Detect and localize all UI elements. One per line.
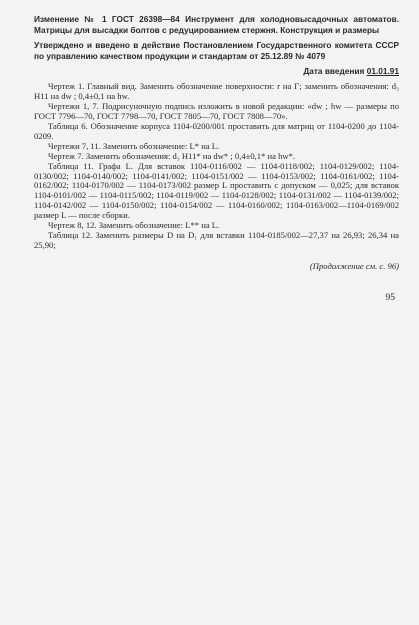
- paragraph: Чертеж 7. Заменить обозначения: d₃ H11* на dw* ; 0,4±0,1* на hw*.: [48, 150, 296, 161]
- paragraph: Чертеж 8, 12. Заменить обозначение: L** на L.: [48, 220, 220, 231]
- date-label: Дата введения: [303, 66, 365, 77]
- paragraph: Чертежи 7, 11. Заменить обозначение: L* на L.: [48, 140, 220, 151]
- page-number: 95: [385, 292, 395, 303]
- document-body: [34, 82, 399, 250]
- paragraph: Таблица 6. Обозначение корпуса 1104-0200/001 проставить для матриц от 1104-0200 до 1104-0209.: [34, 121, 399, 141]
- paragraph: Таблица 11. Графа L. Для вставок 1104-0116/002 — 1104-0118/002; 1104-0129/002; 1104-0130/002; 1104-0140/002; 1104-0141/002; 1104-0151/002 — 1104-0153/002; 1104-0161/002; 1104-0162/002; 1104-0170/002 — 1104-0173/002 размер L проставить с допуском — 0,025; для вставок 1104-0101/002 — 1104-0115/002; 1104-0119/002 — 1104-0128/002; 1104-0131/002 — 1104-0139/002; 1104-0142/002 — 1104-0150/002; 1104-0154/002 — 1104-0160/002; 1104-0163/002—1104-0169/002 размер L — после сборки.: [34, 160, 399, 221]
- date-value: 01.01.91: [366, 66, 399, 77]
- paragraph: Чертеж 1. Главный вид. Заменить обозначение поверхности: r на Г; заменить обозначения: d₃ H11 на dw ; 0,4±0,1 на hw.: [34, 81, 399, 102]
- approval-statement: Утверждено и введено в действие Постановлением Государственного комитета СССР по управлению качеством продукции и стандартам от 25.12.89 № 4079: [34, 40, 399, 61]
- paragraph: Таблица 12. Заменить размеры D на D₁ для вставки 1104-0185/002—27,37 на 26,93; 26,34 на 25,90;: [34, 229, 399, 250]
- continuation-note: (Продолжение см. с. 96): [309, 260, 399, 271]
- effective-date: [34, 66, 399, 76]
- amendment-title: Изменение № 1 ГОСТ 26398—84 Инструмент для холодновысадочных автоматов. Матрицы для высадки болтов с редуцированием стержня. Конструкция и размеры: [34, 14, 399, 35]
- paragraph: Чертежи 1, 7. Подрисуночную подпись изложить в новой редакции: «dw ; hw — размеры по ГОСТ 7796—70, ГОСТ 7798—70, ГОСТ 7805—70, ГОСТ 7808—70».: [34, 101, 399, 122]
- document-header: [34, 14, 399, 61]
